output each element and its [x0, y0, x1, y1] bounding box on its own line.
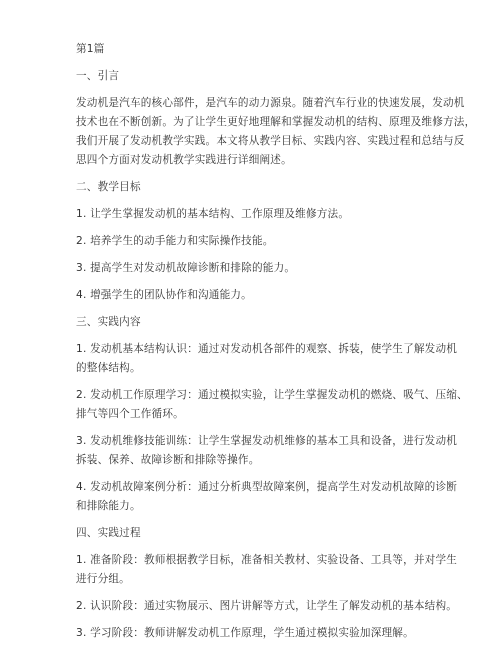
section-heading-process: 四、实践过程: [76, 527, 141, 539]
page-label: 第1篇: [76, 43, 105, 55]
content-item-line: 拆装、保养、故障诊断和排除等操作。: [76, 454, 260, 466]
goal-item: 3. 提高学生对发动机故障诊断和排除的能力。: [76, 262, 296, 274]
content-item-line: 和排除能力。: [76, 500, 141, 512]
goal-item: 2. 培养学生的动手能力和实际操作技能。: [76, 235, 274, 247]
content-item: [76, 478, 458, 516]
content-item-line: 排气等四个工作循环。: [76, 408, 184, 420]
intro-paragraph: [76, 94, 476, 170]
process-item: [76, 597, 458, 616]
process-item: [76, 624, 438, 643]
process-item-line: 3. 学习阶段：教师讲解发动机工作原理，学生通过模拟实验加深理解。: [76, 627, 414, 639]
intro-line: 发动机是汽车的核心部件，是汽车的动力源泉。随着汽车行业的快速发展，发动机: [76, 97, 465, 109]
section-heading-goals: 二、教学目标: [76, 181, 141, 193]
process-item-line: 进行分组。: [76, 573, 130, 585]
process-item-line: 2. 认识阶段：通过实物展示、图片讲解等方式，让学生了解发动机的基本结构。: [76, 600, 458, 612]
content-item: [76, 432, 458, 470]
section-heading-content: 三、实践内容: [76, 316, 141, 328]
goal-item: 1. 让学生掌握发动机的基本结构、工作原理及维修方法。: [76, 208, 350, 220]
goal-item: 4. 增强学生的团队协作和沟通能力。: [76, 289, 252, 301]
content-item-line: 2. 发动机工作原理学习：通过模拟实验，让学生掌握发动机的燃烧、吸气、压缩、: [76, 389, 468, 401]
content-item: [76, 386, 468, 424]
intro-line: 技术也在不断创新。为了让学生更好地理解和掌握发动机的结构、原理及维修方法，: [76, 116, 476, 128]
content-item-line: 3. 发动机维修技能训练：让学生掌握发动机维修的基本工具和设备，进行发动机: [76, 435, 458, 447]
content-item: [76, 340, 458, 378]
intro-line: 我们开展了发动机教学实践。本文将从教学目标、实践内容、实践过程和总结与反: [76, 135, 465, 147]
intro-line: 思四个方面对发动机教学实践进行详细阐述。: [76, 154, 292, 166]
content-item-line: 4. 发动机故障案例分析：通过分析典型故障案例，提高学生对发动机故障的诊断: [76, 481, 458, 493]
process-item: [76, 551, 458, 589]
content-item-line: 的整体结构。: [76, 362, 141, 374]
process-item-line: 1. 准备阶段：教师根据教学目标，准备相关教材、实验设备、工具等，并对学生: [76, 554, 458, 566]
section-heading-intro: 一、引言: [76, 70, 120, 82]
content-item-line: 1. 发动机基本结构认识：通过对发动机各部件的观察、拆装，使学生了解发动机: [76, 343, 458, 355]
